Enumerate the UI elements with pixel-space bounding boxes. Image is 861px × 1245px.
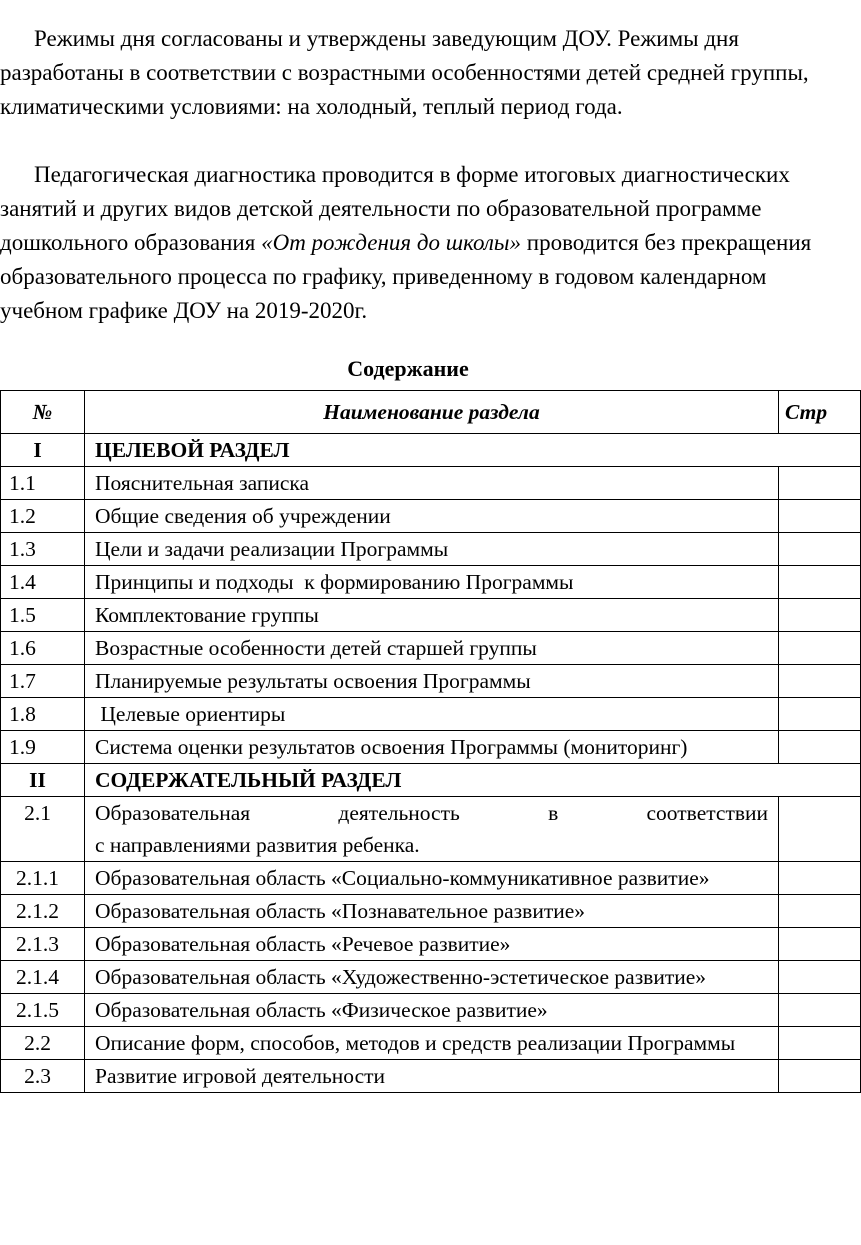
row-number: 2.1.1 (1, 862, 85, 895)
paragraph-daily-regimes (0, 22, 812, 124)
row-page (779, 599, 861, 632)
row-number: 2.1 (1, 797, 85, 862)
row-number: 1.3 (1, 533, 85, 566)
row-number: 2.1.5 (1, 994, 85, 1027)
row-page (779, 731, 861, 764)
row-page (779, 533, 861, 566)
table-row (1, 632, 861, 665)
row-page (779, 895, 861, 928)
table-row (1, 500, 861, 533)
row-number: 2.1.2 (1, 895, 85, 928)
row-number: 1.9 (1, 731, 85, 764)
row-title: Общие сведения об учреждении (85, 500, 779, 533)
row-number: 1.7 (1, 665, 85, 698)
row-number: 2.2 (1, 1027, 85, 1060)
table-header-row (1, 391, 861, 434)
row-page (779, 862, 861, 895)
row-number: II (1, 764, 85, 797)
row-number: 1.4 (1, 566, 85, 599)
row-title: Целевые ориентиры (85, 698, 779, 731)
row-number: I (1, 434, 85, 467)
row-title: Планируемые результаты освоения Программы (85, 665, 779, 698)
row-page (779, 797, 861, 862)
row-page (779, 698, 861, 731)
header-page: Стр (779, 391, 861, 434)
row-title: Возрастные особенности детей старшей группы (85, 632, 779, 665)
contents-table (0, 390, 861, 1093)
row-title: СОДЕРЖАТЕЛЬНЫЙ РАЗДЕЛ (85, 764, 861, 797)
row-page (779, 665, 861, 698)
row-title: Система оценки результатов освоения Программы (мониторинг) (85, 731, 779, 764)
table-row (1, 566, 861, 599)
paragraph-diagnostics (0, 158, 812, 328)
row-title: Развитие игровой деятельности (85, 1060, 779, 1093)
row-number: 1.1 (1, 467, 85, 500)
table-row (1, 434, 861, 467)
row-page (779, 961, 861, 994)
row-page (779, 467, 861, 500)
row-title-line: с направлениями развития ребенка. (95, 833, 420, 857)
paragraph-text: проводится без прекращения образовательного процесса по графику, приведенному в годовом календарном учебном графике ДОУ на 2019-2020г. (0, 230, 812, 323)
row-title: Образовательная область «Познавательное развитие» (85, 895, 779, 928)
table-row (1, 698, 861, 731)
table-row (1, 764, 861, 797)
table-row (1, 731, 861, 764)
row-title: Принципы и подходы к формированию Программы (85, 566, 779, 599)
table-row (1, 994, 861, 1027)
row-title (85, 797, 779, 862)
contents-title: Содержание (347, 356, 469, 381)
row-title: Образовательная область «Социально-коммуникативное развитие» (85, 862, 779, 895)
table-row (1, 862, 861, 895)
table-row (1, 533, 861, 566)
row-page (779, 500, 861, 533)
row-page (779, 1060, 861, 1093)
row-number: 2.1.4 (1, 961, 85, 994)
row-title: Цели и задачи реализации Программы (85, 533, 779, 566)
table-row (1, 797, 861, 862)
table-row (1, 467, 861, 500)
paragraph-text: Режимы дня согласованы и утверждены заведующим ДОУ. Режимы дня разработаны в соответствии с возрастными особенностями детей средней группы, климатическими условиями: на холодный, теплый период года. (0, 26, 809, 119)
row-number: 1.2 (1, 500, 85, 533)
table-row (1, 665, 861, 698)
row-number: 1.8 (1, 698, 85, 731)
paragraph-text: Педагогическая диагностика проводится в форме итоговых диагностических занятий и других видов детской деятельности по образовательной программе дошкольного образования (0, 162, 790, 255)
row-page (779, 632, 861, 665)
row-page (779, 928, 861, 961)
row-page (779, 566, 861, 599)
row-title: ЦЕЛЕВОЙ РАЗДЕЛ (85, 434, 861, 467)
row-title: Описание форм, способов, методов и средств реализации Программы (85, 1027, 779, 1060)
header-number: № (1, 391, 85, 434)
row-number: 2.1.3 (1, 928, 85, 961)
table-row (1, 961, 861, 994)
row-title: Образовательная область «Речевое развитие» (85, 928, 779, 961)
header-section-name: Наименование раздела (85, 391, 779, 434)
row-page (779, 994, 861, 1027)
row-title: Комплектование группы (85, 599, 779, 632)
row-page (779, 1027, 861, 1060)
table-row (1, 1060, 861, 1093)
row-title-line: Образовательная деятельность в соответствии (95, 801, 768, 825)
row-number: 1.5 (1, 599, 85, 632)
row-title: Пояснительная записка (85, 467, 779, 500)
program-name: «От рождения до школы» (261, 230, 522, 255)
row-title: Образовательная область «Художественно-эстетическое развитие» (85, 961, 779, 994)
row-number: 1.6 (1, 632, 85, 665)
table-row (1, 1027, 861, 1060)
row-title: Образовательная область «Физическое развитие» (85, 994, 779, 1027)
table-row (1, 928, 861, 961)
table-row (1, 895, 861, 928)
row-number: 2.3 (1, 1060, 85, 1093)
table-row (1, 599, 861, 632)
